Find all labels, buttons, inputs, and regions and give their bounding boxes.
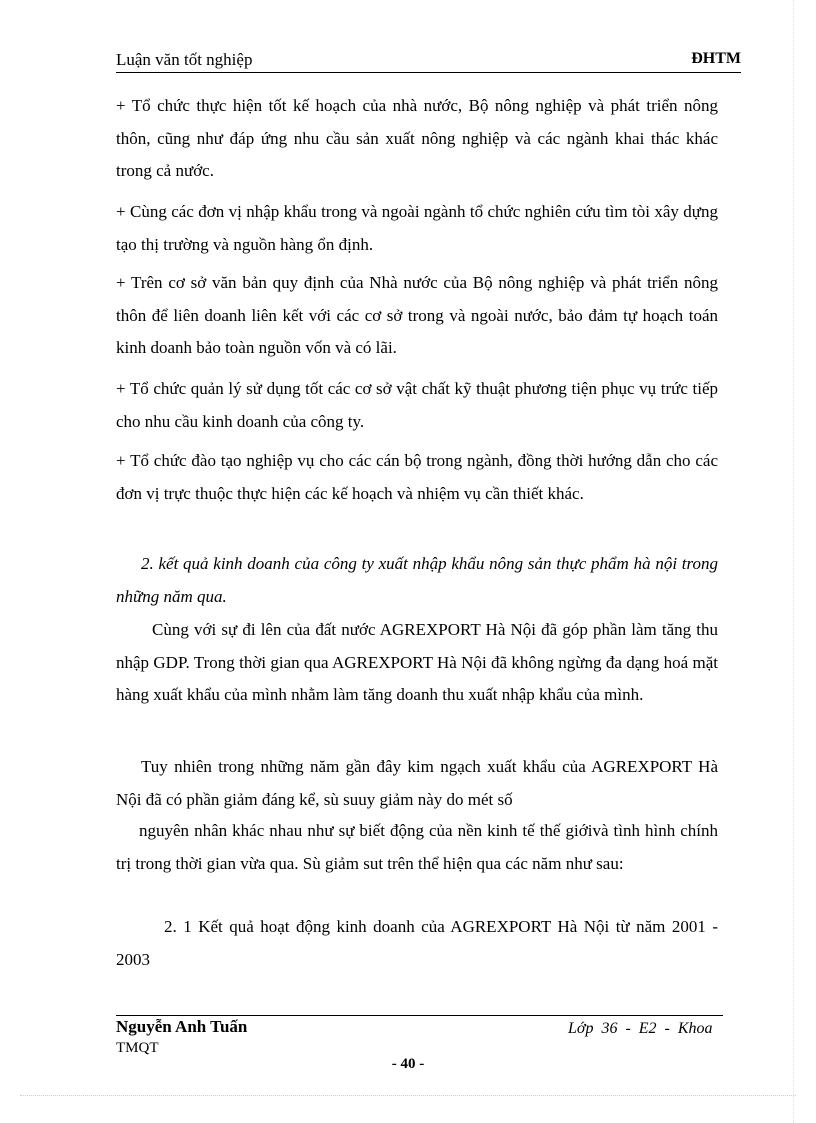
paragraph-2: + Cùng các đơn vị nhập khẩu trong và ngoài ngành tổ chức nghiên cứu tìm tòi xây dựng tạo thị trường và nguồn hàng ổn định. [116, 202, 718, 254]
footer-divider [116, 1015, 723, 1016]
section-heading-2: 2. kết quả kinh doanh của công ty xuất nhập khẩu nông sản thực phẩm hà nội trong những năm qua. [116, 554, 718, 606]
page-edge-vertical [793, 0, 794, 1123]
page-edge-horizontal [20, 1095, 796, 1096]
paragraph-3: + Trên cơ sở văn bản quy định của Nhà nước của Bộ nông nghiệp và phát triển nông thôn để liên doanh liên kết với các cơ sở trong và ngoài nước, bảo đảm tự hoạch toán kinh doanh bảo toàn nguồn vốn và có lãi. [116, 273, 718, 357]
header-title: Luận văn tốt nghiệp [116, 50, 253, 69]
paragraph-8: nguyên nhân khác nhau như sự biết động của nền kinh tế thế giớivà tình hình chính trị trong thời gian vừa qua. Sù giảm sut trên thể hiện qua các năm như sau: [116, 821, 718, 873]
paragraph-5: + Tổ chức đào tạo nghiệp vụ cho các cán bộ trong ngành, đồng thời hướng dẫn cho các đơn vị trực thuộc thực hiện các kế hoạch và nhiệm vụ cần thiết khác. [116, 451, 718, 503]
footer-class: Lớp 36 - E2 - Khoa [568, 1020, 713, 1037]
paragraph-1: + Tổ chức thực hiện tốt kế hoạch của nhà nước, Bộ nông nghiệp và phát triển nông thôn, cũng như đáp ứng nhu cầu sản xuất nông nghiệp và các ngành khai thác khác trong cả nước. [116, 96, 718, 180]
paragraph-6: Cùng với sự đi lên của đất nước AGREXPORT Hà Nội đã góp phần làm tăng thu nhập GDP. Trong thời gian qua AGREXPORT Hà Nội đã không ngừng đa dạng hoá mặt hàng xuất khẩu của mình nhằm làm tăng doanh thu xuất nhập khẩu của mình. [116, 620, 718, 704]
page-number: - 40 - [391, 1056, 425, 1072]
header-school: ĐHTM [691, 50, 741, 67]
subsection-heading-2-1: 2. 1 Kết quả hoạt động kinh doanh của AGREXPORT Hà Nội từ năm 2001 - 2003 [116, 917, 718, 969]
paragraph-7: Tuy nhiên trong những năm gần đây kim ngạch xuất khẩu của AGREXPORT Hà Nội đã có phần giảm đáng kể, sù suuy giảm này do mét số [116, 757, 718, 809]
paragraph-4: + Tổ chức quản lý sử dụng tốt các cơ sở vật chất kỹ thuật phương tiện phục vụ trức tiếp cho nhu cầu kinh doanh của công ty. [116, 379, 718, 431]
page-header [116, 50, 741, 73]
footer-dept: TMQT [116, 1040, 159, 1056]
footer-author: Nguyễn Anh Tuấn [116, 1017, 248, 1036]
